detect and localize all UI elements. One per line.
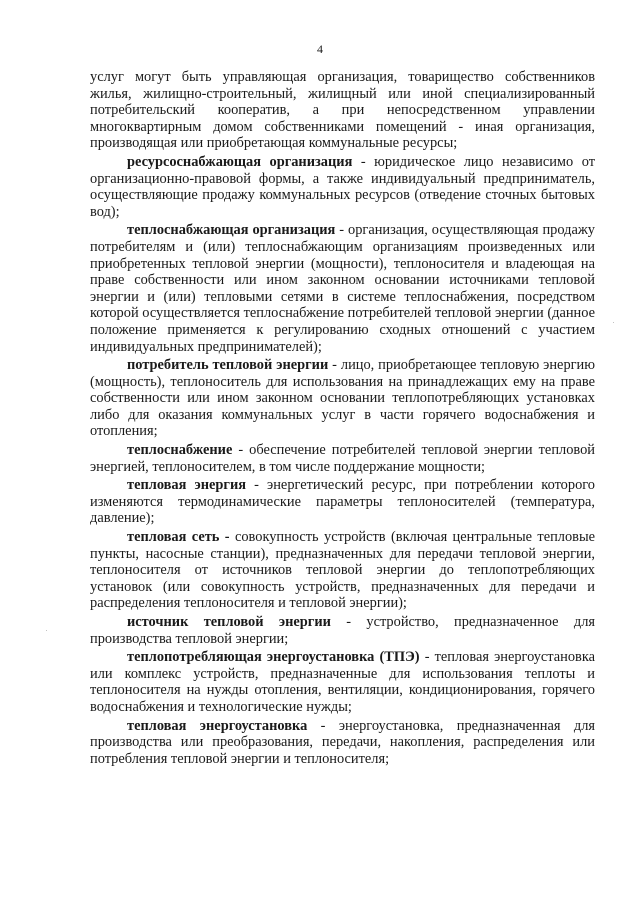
definition-heat-supply-org — [90, 222, 595, 355]
definition-term: тепловая энергия — [127, 477, 247, 494]
definition-term: теплоснабжающая организация — [127, 222, 336, 239]
definition-text: - организация, осуществляющая продажу потребителям и (или) теплоснабжающим организациям произведенных или приобретенных тепловой энергии (мощности), теплоносителя и владеющая на праве собственности или ином законном основании источниками тепловой энергии и (или) тепловыми сетями в системе теплоснабжения, посредством которой осуществляется теплоснабжение потребителей тепловой энергии (данное положение применяется к регулированию сходных отношений с участием индивидуальных предпринимателей); — [90, 222, 595, 355]
definition-text: - юридическое лицо независимо от организационно-правовой формы, а также индивидуальный предприниматель, осуществляющие продажу коммунальных ресурсов (отведение сточных бытовых вод); — [90, 153, 596, 220]
definition-term: источник тепловой энергии — [127, 614, 331, 630]
paragraph-continuation — [90, 69, 595, 152]
definition-heat-network — [90, 529, 595, 612]
definition-heat-consumer — [90, 357, 595, 440]
definition-text: - энергоустановка, предназначенная для производства или преобразования, передачи, накопления, распределения или потребления тепловой энергии и теплоносителя; — [90, 717, 596, 767]
definition-heat-consuming-installation — [90, 649, 595, 715]
definition-text: - обеспечение потребителей тепловой энергии тепловой энергией, теплоносителем, в том числе поддержание мощности; — [90, 442, 595, 475]
definition-text: - тепловая энергоустановка или комплекс устройств, предназначенные для использования теплоты и теплоносителя на нужды отопления, вентиляции, кондиционирования, горячего водоснабжения и технологические нужды; — [90, 649, 596, 715]
definition-term: ресурсоснабжающая организация — [127, 153, 353, 170]
definition-heat-energy — [90, 477, 595, 527]
definition-heat-source — [90, 614, 595, 647]
definition-term: теплопотребляющая энергоустановка (ТПЭ) — [127, 649, 420, 666]
document-body — [90, 69, 595, 769]
paragraph-text: услуг могут быть управляющая организация, товарищество собственников жилья, жилищно-строительный, жилищный или иной специализированный потребительский кооператив, а при непосредственном управлении многоквартирным домом собственниками помещений - иная организация, производящая или приобретающая коммунальные ресурсы; — [90, 69, 595, 152]
definition-term: потребитель тепловой энергии — [127, 357, 329, 374]
definition-text: - устройство, предназначенное для производства тепловой энергии; — [90, 614, 595, 647]
definition-term: тепловая энергоустановка — [127, 717, 308, 734]
scan-artifact — [613, 322, 614, 323]
definition-term: тепловая сеть - — [127, 529, 230, 546]
page-number: 4 — [317, 42, 323, 56]
definition-heat-supply — [90, 442, 595, 475]
definition-text: - лицо, приобретающее тепловую энергию (мощность), теплоноситель для использования на принадлежащих ему на праве собственности или ином законном основании теплопотребляющих установках либо для оказания коммунальных услуг в части горячего водоснабжения и отопления; — [90, 357, 595, 440]
definition-heat-power-installation — [90, 718, 595, 768]
definition-resource-supply-org — [90, 154, 595, 220]
definition-term: теплоснабжение — [127, 442, 233, 459]
definition-text: совокупность устройств (включая центральные тепловые пункты, насосные станции), предназначенных для передачи тепловой энергии, теплоносителя от источников тепловой энергии до теплопотребляющих установок (или совокупность устройств, предназначенных для передачи и распределения теплоносителя и тепловой энергии); — [90, 529, 596, 612]
definition-text: - энергетический ресурс, при потреблении которого изменяются термодинамические параметры теплоносителей (температура, давление); — [90, 477, 595, 527]
scan-artifact — [46, 630, 47, 631]
